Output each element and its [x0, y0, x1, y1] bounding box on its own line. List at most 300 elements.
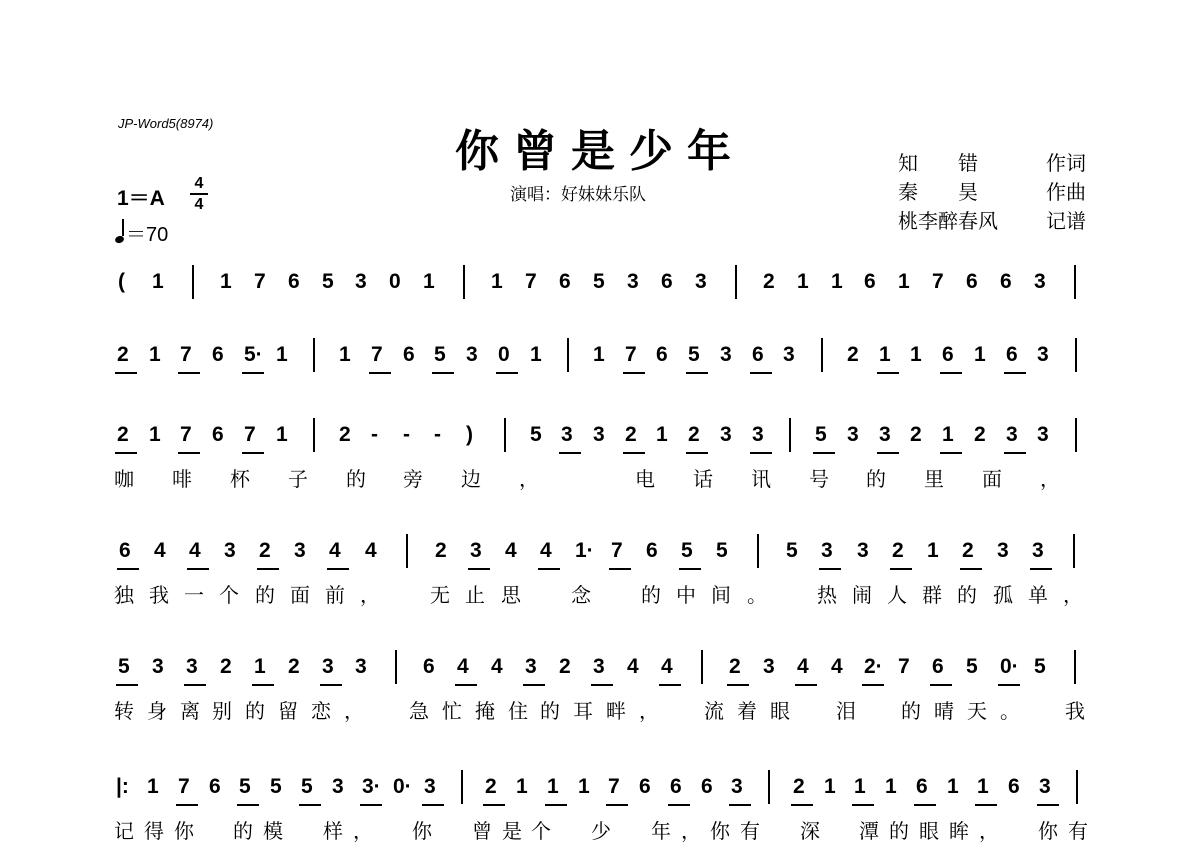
note: 3	[1037, 343, 1049, 366]
beam-underline	[115, 452, 137, 454]
lyric-char: 的	[245, 699, 265, 723]
lyric-char: 眸	[949, 819, 969, 843]
note: 4	[540, 539, 552, 562]
note: 1	[942, 423, 954, 446]
beam-underline	[545, 804, 567, 806]
lyric-char: 话	[693, 467, 713, 491]
beam-underline	[819, 568, 841, 570]
lyric-char: 电	[635, 467, 655, 491]
note: 3	[525, 655, 537, 678]
note: 6	[864, 270, 876, 293]
time-signature-bottom: 4	[194, 196, 204, 213]
lyric-char	[536, 579, 556, 608]
note: 1	[927, 539, 939, 562]
note: 5	[530, 423, 542, 446]
beam-underline	[877, 452, 899, 454]
note: 7	[178, 775, 190, 798]
lyric-char: 你	[174, 819, 194, 843]
beam-underline	[1004, 452, 1026, 454]
barline	[1074, 265, 1076, 299]
lyric-char: 我	[149, 583, 169, 607]
note: 5	[786, 539, 798, 562]
note: 6	[932, 655, 944, 678]
lyric-char: 无	[430, 583, 450, 607]
beam-underline	[327, 568, 349, 570]
note: 2	[259, 539, 271, 562]
note: 5	[118, 655, 130, 678]
note: 2	[625, 423, 637, 446]
lyric-char	[395, 579, 415, 608]
lyric-char: 模	[263, 819, 283, 843]
lyric-char: 晴	[934, 699, 954, 723]
note: 2	[485, 775, 497, 798]
beam-underline	[455, 684, 477, 686]
note: 1	[152, 270, 164, 293]
beam-underline	[914, 804, 936, 806]
lyric-char: 掩	[475, 699, 495, 723]
lyric-char: 旁	[403, 467, 423, 491]
lyric-char: 里	[924, 467, 944, 491]
note: 2	[339, 423, 351, 446]
note: 2·	[864, 655, 883, 678]
song-title: 你曾是少年	[455, 126, 745, 177]
note: 2	[974, 423, 986, 446]
lyric-char: 离	[180, 699, 200, 723]
note: 6	[966, 270, 978, 293]
note: 2	[892, 539, 904, 562]
lyric-char	[868, 695, 888, 724]
note: 1	[578, 775, 590, 798]
note: 7	[371, 343, 383, 366]
beam-underline	[750, 452, 772, 454]
note: 1	[656, 423, 668, 446]
tempo-value: ＝70	[126, 224, 169, 246]
barline	[313, 418, 315, 452]
time-signature	[190, 175, 208, 213]
beam-underline	[750, 372, 772, 374]
lyric-char: 的	[889, 819, 909, 843]
beam-underline	[187, 568, 209, 570]
note: 4	[627, 655, 639, 678]
lyric-char	[561, 815, 581, 844]
beam-underline	[1030, 568, 1052, 570]
barline	[504, 418, 506, 452]
lyric-char: ，	[1040, 467, 1060, 491]
beam-underline	[468, 568, 490, 570]
lyric-char	[1009, 815, 1029, 844]
beam-underline	[668, 804, 690, 806]
note: 2	[962, 539, 974, 562]
beam-underline	[257, 568, 279, 570]
beam-underline	[623, 372, 645, 374]
lyric-char: 面	[290, 583, 310, 607]
barline	[1074, 650, 1076, 684]
note: 3	[763, 655, 775, 678]
quarter-note-stem	[122, 219, 124, 236]
note: 1	[276, 343, 288, 366]
note: 6	[119, 539, 131, 562]
lyric-char: 你	[710, 819, 730, 843]
beam-underline	[242, 452, 264, 454]
barline	[313, 338, 315, 372]
barline	[735, 265, 737, 299]
lyric-char	[770, 815, 790, 844]
note: 1	[530, 343, 542, 366]
note: 4	[457, 655, 469, 678]
note: 1	[947, 775, 959, 798]
beam-underline	[623, 452, 645, 454]
note: 1	[254, 655, 266, 678]
note: 2	[688, 423, 700, 446]
lyric-char: 啡	[172, 467, 192, 491]
beam-underline	[538, 568, 560, 570]
note: 5	[322, 270, 334, 293]
note: 1	[977, 775, 989, 798]
quarter-note-icon	[114, 235, 125, 245]
note: 1·	[575, 539, 594, 562]
barline	[406, 534, 408, 568]
beam-underline	[998, 684, 1020, 686]
note: 4	[505, 539, 517, 562]
lyric-char: 泪	[836, 699, 856, 723]
note: 6	[288, 270, 300, 293]
note: 2	[117, 423, 129, 446]
lyric-char: ，	[360, 583, 380, 607]
credit-transcriber	[898, 208, 1086, 237]
note: 1	[898, 270, 910, 293]
note: 1	[910, 343, 922, 366]
note: 3	[466, 343, 478, 366]
note: 5	[681, 539, 693, 562]
beam-underline	[496, 372, 518, 374]
note: 1	[885, 775, 897, 798]
lyric-char: ，	[1063, 583, 1083, 607]
key-signature: 1＝A	[117, 187, 165, 210]
note: 3	[593, 423, 605, 446]
lyric-char: 流	[704, 699, 724, 723]
lyric-char: 思	[501, 583, 521, 607]
lyric-char: 群	[922, 583, 942, 607]
note: 2	[117, 343, 129, 366]
barline	[701, 650, 703, 684]
note: 5	[593, 270, 605, 293]
beam-underline	[975, 804, 997, 806]
lyric-char: 。	[1000, 699, 1020, 723]
note: 3	[332, 775, 344, 798]
beam-underline	[591, 684, 613, 686]
note: 6	[1006, 343, 1018, 366]
notation-row	[108, 340, 1092, 370]
lyric-char: 着	[737, 699, 757, 723]
note: 1	[854, 775, 866, 798]
lyric-char	[293, 815, 313, 844]
note: 3	[997, 539, 1009, 562]
note: 5	[1034, 655, 1046, 678]
note: -	[434, 423, 441, 446]
lyric-char: 闹	[852, 583, 872, 607]
note: 4	[189, 539, 201, 562]
note: 3	[1032, 539, 1044, 562]
note: 2	[729, 655, 741, 678]
lyric-char: 别	[212, 699, 232, 723]
note: 5	[434, 343, 446, 366]
lyric-char: 中	[676, 583, 696, 607]
lyric-char: 深	[800, 819, 820, 843]
lyric-char: ，	[979, 819, 999, 843]
note: 5·	[244, 343, 263, 366]
lyric-char: 畔	[606, 699, 626, 723]
beam-underline	[852, 804, 874, 806]
barline	[463, 265, 465, 299]
note: 7	[898, 655, 910, 678]
note: 1	[147, 775, 159, 798]
beam-underline	[176, 804, 198, 806]
beam-underline	[320, 684, 342, 686]
note: 6	[670, 775, 682, 798]
beam-underline	[483, 804, 505, 806]
lyric-char	[382, 815, 402, 844]
credit-composer	[898, 179, 1086, 208]
note: 1	[423, 270, 435, 293]
note: 5	[688, 343, 700, 366]
note: 6	[656, 343, 668, 366]
beam-underline	[960, 568, 982, 570]
note: 6	[701, 775, 713, 798]
lyric-char	[376, 695, 396, 724]
beam-underline	[609, 568, 631, 570]
lyric-char: 一	[184, 583, 204, 607]
beam-underline	[559, 452, 581, 454]
note: 3	[731, 775, 743, 798]
note: 2	[793, 775, 805, 798]
note: 3	[152, 655, 164, 678]
note: 1	[797, 270, 809, 293]
note: 1	[547, 775, 559, 798]
note: 3	[720, 423, 732, 446]
note: 3	[1034, 270, 1046, 293]
barline	[789, 418, 791, 452]
beam-underline	[795, 684, 817, 686]
note: 7	[625, 343, 637, 366]
lyric-char: 。	[747, 583, 767, 607]
time-signature-top: 4	[194, 175, 204, 192]
note: |:	[116, 775, 129, 798]
lyric-char: 身	[147, 699, 167, 723]
beam-underline	[890, 568, 912, 570]
lyric-char: 前	[325, 583, 345, 607]
lyric-char: 咖	[114, 467, 134, 491]
note: 2	[435, 539, 447, 562]
note: 3	[424, 775, 436, 798]
note: 1	[879, 343, 891, 366]
note: )	[466, 423, 473, 446]
note: 3	[355, 270, 367, 293]
notation-row	[108, 772, 1092, 802]
note: 1	[593, 343, 605, 366]
note: 3	[627, 270, 639, 293]
lyric-char: 的	[540, 699, 560, 723]
beam-underline	[299, 804, 321, 806]
lyric-char: 的	[233, 819, 253, 843]
lyric-char: 的	[641, 583, 661, 607]
note: 3	[821, 539, 833, 562]
credit-lyricist	[898, 150, 1086, 179]
lyric-char: 年	[651, 819, 671, 843]
beam-underline	[606, 804, 628, 806]
lyric-char: 号	[809, 467, 829, 491]
note: 3	[294, 539, 306, 562]
lyric-char	[782, 579, 802, 608]
lyric-char: 讯	[751, 467, 771, 491]
note: 1	[149, 343, 161, 366]
barline	[1075, 338, 1077, 372]
lyric-char	[577, 463, 597, 492]
lyric-char: 样	[323, 819, 343, 843]
lyric-char: 孤	[993, 583, 1013, 607]
note: 5	[815, 423, 827, 446]
barline	[821, 338, 823, 372]
lyric-char	[830, 815, 850, 844]
note: 3	[695, 270, 707, 293]
note: 6	[661, 270, 673, 293]
lyric-char: 人	[887, 583, 907, 607]
notation-row	[108, 420, 1092, 450]
lyric-char: ，	[519, 467, 539, 491]
beam-underline	[877, 372, 899, 374]
note: 6	[209, 775, 221, 798]
note: 6	[1008, 775, 1020, 798]
lyric-char: ，	[344, 699, 364, 723]
note: 3	[847, 423, 859, 446]
lyric-char: 个	[219, 583, 239, 607]
lyric-char: 恋	[311, 699, 331, 723]
note: 6	[916, 775, 928, 798]
lyric-char: 是	[502, 819, 522, 843]
lyric-char: ，	[353, 819, 373, 843]
beam-underline	[178, 372, 200, 374]
lyric-char: 的	[957, 583, 977, 607]
beam-underline	[523, 684, 545, 686]
beam-underline	[116, 684, 138, 686]
lyric-char: 忙	[442, 699, 462, 723]
note: 6	[752, 343, 764, 366]
note: 5	[716, 539, 728, 562]
note: 3	[1039, 775, 1051, 798]
beam-underline	[862, 684, 884, 686]
beam-underline	[659, 684, 681, 686]
barline	[395, 650, 397, 684]
beam-underline	[940, 372, 962, 374]
lyric-char: 你	[412, 819, 432, 843]
note: 4	[329, 539, 341, 562]
beam-underline	[184, 684, 206, 686]
lyric-char: 的	[346, 467, 366, 491]
note: 3	[879, 423, 891, 446]
time-signature-bar	[190, 193, 208, 195]
note: 3	[224, 539, 236, 562]
credit-role: 记谱	[1046, 211, 1086, 233]
lyric-char	[203, 815, 223, 844]
lyric-char: 独	[114, 583, 134, 607]
lyric-char: 有	[1068, 819, 1088, 843]
note: 6	[559, 270, 571, 293]
credit-role: 作曲	[1046, 182, 1086, 204]
barline	[1073, 534, 1075, 568]
credit-role: 作词	[1046, 153, 1086, 175]
note: 3	[322, 655, 334, 678]
note: 4	[154, 539, 166, 562]
lyric-char	[672, 695, 692, 724]
credit-name: 桃李醉春风	[898, 211, 998, 233]
lyric-char: 曾	[472, 819, 492, 843]
beam-underline	[369, 372, 391, 374]
software-label: JP-Word5(8974)	[118, 116, 214, 131]
lyric-char: 的	[866, 467, 886, 491]
note: 4	[661, 655, 673, 678]
note: 7	[525, 270, 537, 293]
lyric-char: 急	[409, 699, 429, 723]
beam-underline	[930, 684, 952, 686]
lyric-char: 的	[255, 583, 275, 607]
beam-underline	[360, 804, 382, 806]
note: 5	[239, 775, 251, 798]
beam-underline	[117, 568, 139, 570]
beam-underline	[679, 568, 701, 570]
lyric-char: ，	[681, 819, 701, 843]
beam-underline	[115, 372, 137, 374]
lyric-char: 潭	[859, 819, 879, 843]
lyric-char: 转	[114, 699, 134, 723]
note: 6	[403, 343, 415, 366]
note: 0·	[393, 775, 412, 798]
note: 3	[470, 539, 482, 562]
note: 6	[212, 423, 224, 446]
note: 1	[491, 270, 503, 293]
note: -	[403, 423, 410, 446]
lyric-char: ，	[639, 699, 659, 723]
note: 3·	[362, 775, 381, 798]
lyric-char: 个	[531, 819, 551, 843]
tempo-marking	[115, 218, 168, 247]
note: 3	[1037, 423, 1049, 446]
lyric-char: 的	[901, 699, 921, 723]
lyric-char: 耳	[573, 699, 593, 723]
beam-underline	[813, 452, 835, 454]
lyric-char: 得	[144, 819, 164, 843]
note: 1	[831, 270, 843, 293]
barline	[1075, 418, 1077, 452]
note: 2	[763, 270, 775, 293]
barline	[1076, 770, 1078, 804]
beam-underline	[686, 452, 708, 454]
note: 3	[355, 655, 367, 678]
note: 6	[212, 343, 224, 366]
credits-block	[898, 150, 1086, 237]
barline	[192, 265, 194, 299]
note: 1	[149, 423, 161, 446]
lyric-char: 止	[465, 583, 485, 607]
barline	[757, 534, 759, 568]
lyric-char: 留	[278, 699, 298, 723]
lyric-char: 面	[982, 467, 1002, 491]
beam-underline	[791, 804, 813, 806]
note: 7	[611, 539, 623, 562]
lyric-char: 杯	[230, 467, 250, 491]
note: 7	[180, 343, 192, 366]
note: 3	[783, 343, 795, 366]
beam-underline	[727, 684, 749, 686]
beam-underline	[237, 804, 259, 806]
